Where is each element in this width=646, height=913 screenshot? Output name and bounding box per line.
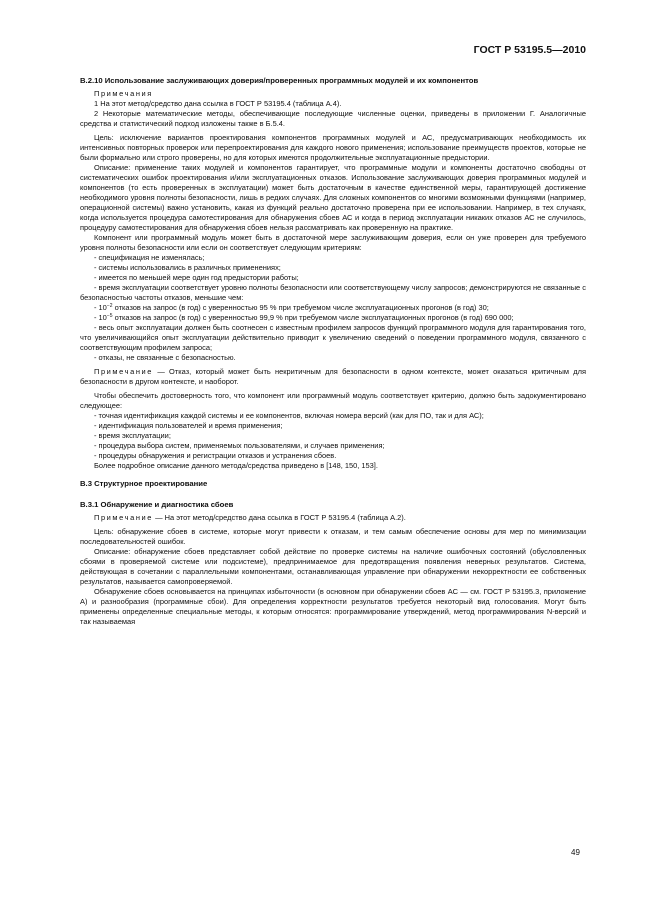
criteria-item-rate-1 [80, 303, 586, 313]
criteria-item: - время эксплуатации соответствует уровню полноты безопасности или соответствующему числу запросов; демонстрируются не связанные с безопасностью частоты отказов, меньшие чем: [80, 283, 586, 302]
documentation-item: - процедуры обнаружения и регистрации отказов и устранения сбоев. [94, 451, 337, 460]
documentation-intro: Чтобы обеспечить достоверность того, что компонент или программный модуль соответствует критерию, должно быть задокументировано следующее: [80, 391, 586, 410]
note-2: 2 Некоторые математические методы, обеспечивающие последующие численные оценки, приведены в приложении Г. Аналогичные средства и статистический подход изложены также в Б.5.4. [80, 109, 586, 128]
rate-1-exponent: −2 [106, 303, 113, 309]
b31-note-text: — На этот метод/средство дана ссылка в ГОСТ Р 53195.4 (таблица А.2). [153, 513, 406, 522]
b31-note [80, 513, 586, 523]
criteria-item: - весь опыт эксплуатации должен быть соотнесен с известным профилем запросов функций программного модуля для гарантирования того, что увеличивающийся опыт эксплуатации действительно приводит к увеличению сведений о поведении программного модуля, связанного с соответствующим профилем запроса; [80, 323, 586, 352]
b31-description: Описание: обнаружение сбоев представляет собой действие по проверке системы на наличие ошибочных состояний (обусловленных сбоями в проверяемой системе или подсистеме), предпринимаемое для предотвращения появления неверных результатов. Система, действующая в сочетании с параллельными компонентами, останавливающая управление при обнаружении некорректности ее собственных результатов, называется самопроверяемой. [80, 547, 586, 586]
criteria-item: - спецификация не изменялась; [94, 253, 205, 262]
rate-1-prefix: - 10 [94, 303, 107, 312]
rate-2-exponent: −5 [106, 313, 113, 319]
b31-goal: Цель: обнаружение сбоев в системе, которые могут привести к отказам, и тем самым обеспечение основы для мер по минимизации последовательностей ошибок. [80, 527, 586, 546]
section-heading-b31: B.3.1 Обнаружение и диагностика сбоев [80, 500, 234, 509]
criteria-item-rate-2 [80, 313, 586, 323]
documentation-item: - точная идентификация каждой системы и ее компонентов, включая номера версий (как для ПО, так и для АС); [94, 411, 484, 420]
documentation-item: - процедура выбора систем, применяемых пользователями, и случаев применения; [94, 441, 385, 450]
documentation-item: - идентификация пользователей и время применения; [94, 421, 283, 430]
rate-2-prefix: - 10 [94, 313, 107, 322]
rate-2-text: отказов на запрос (в год) с уверенностью 99,9 % при требуемом числе эксплуатационных прогонов (в год) 690 000; [112, 313, 514, 322]
notes-label: Примечания [94, 89, 153, 98]
rate-1-text: отказов на запрос (в год) с уверенностью 95 % при требуемом числе эксплуатационных прогонов (в год) 30; [112, 303, 489, 312]
b31-redundancy: Обнаружение сбоев основывается на принципах избыточности (в основном при обнаружении сбоев АС — см. ГОСТ Р 53195.3, приложение А) и разнообразия (программные сбои). Для определения корректности результатов требуется некоторый вид голосования. Могут быть применены определенные специальные методы, к которым относятся: программирование утверждений, метод программирования N-версий и так называемая [80, 587, 586, 626]
note-1: 1 На этот метод/средство дана ссылка в ГОСТ Р 53195.4 (таблица А.4). [94, 99, 342, 108]
note-3-text: — Отказ, который может быть некритичным для безопасности в одном контексте, может оказаться критичным для безопасности в другом контексте, и наоборот. [80, 367, 586, 386]
criteria-intro: Компонент или программный модуль может быть в достаточной мере заслуживающим доверия, если он уже проверен для требуемого уровня полноты безопасности или если он соответствует следующим критериям: [80, 233, 586, 252]
standard-header: ГОСТ Р 53195.5—2010 [473, 44, 586, 56]
page-number: 49 [571, 848, 580, 857]
description-paragraph: Описание: применение таких модулей и компонентов гарантирует, что программные модули и компоненты достаточно свободны от систематических ошибок проектирования и/или эксплуатационных отказов. Использование заслуживающих доверия программных модулей и компонентов (то есть проверенных в эксплуатации) может быть достаточным в качестве единственной меры, гарантирующей достижение необходимого уровня полноты безопасности, лишь в редких случаях. Для сложных компонентов со многими возможными функциями (например, операционной системы) важно установить, какая из функций реально достаточно проверена при ее использовании. Например, в тех случаях, когда используется процедура самотестирования для обнаружения сбоев АС и когда в период эксплуатации никаких отказов АС не случилось, процедуру самотестирования для обнаружения сбоев нельзя рассматривать как проверенную на практике. [80, 163, 586, 232]
criteria-item: - системы использовались в различных применениях; [94, 263, 281, 272]
reference-paragraph: Более подробное описание данного метода/средства приведено в [148, 150, 153]. [94, 461, 378, 470]
criteria-item: - отказы, не связанные с безопасностью. [94, 353, 236, 362]
section-heading-b3: B.3 Структурное проектирование [80, 479, 208, 488]
note-3 [80, 367, 586, 387]
section-heading-b210: B.2.10 Использование заслуживающих доверия/проверенных программных модулей и их компонентов [80, 76, 479, 85]
criteria-item: - имеется по меньшей мере один год предыстории работы; [94, 273, 299, 282]
b31-note-label: Примечание [94, 513, 154, 522]
goal-paragraph: Цель: исключение вариантов проектирования компонентов программных модулей и АС, предусматривающих необходимость их интенсивных повторных проверок или перепроектирования для каждого нового применения; использование преимуществ проектов, которые не были формально или строго проверены, но для которых имеются продолжительные эксплуатационные предыстории. [80, 133, 586, 162]
page-content [80, 76, 586, 627]
documentation-item: - время эксплуатации; [94, 431, 171, 440]
note-3-label: Примечание [94, 367, 154, 376]
